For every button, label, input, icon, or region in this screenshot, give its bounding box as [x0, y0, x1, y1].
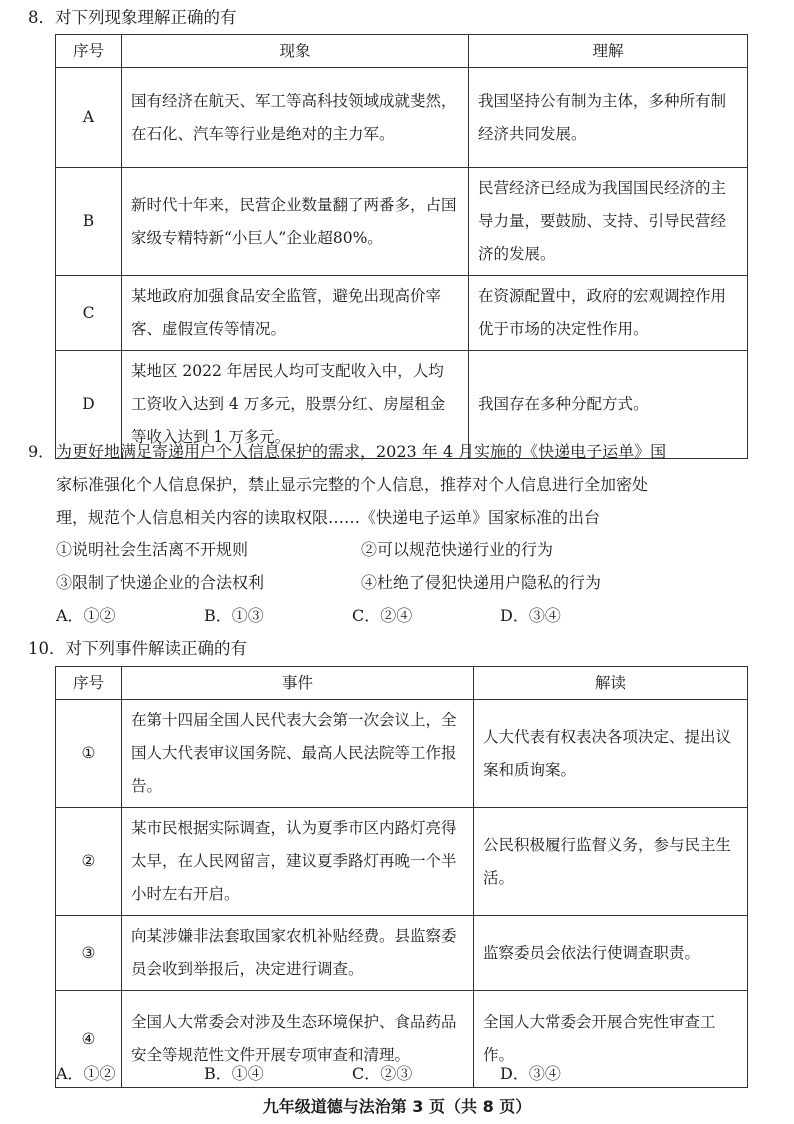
- table-row: [56, 808, 748, 916]
- statement-2: ②可以规范快递行业的行为: [361, 540, 554, 559]
- row-interpretation: 监察委员会依法行使调查职责。: [474, 916, 748, 991]
- choice-b[interactable]: B．①④: [204, 1064, 264, 1083]
- question-10-table: [55, 666, 748, 1088]
- row-key: ②: [56, 808, 122, 916]
- question-9-line-1: 为更好地满足寄递用户个人信息保护的需求，2023 年 4 月实施的《快递电子运单》国: [56, 442, 667, 461]
- table-row: [56, 168, 748, 276]
- choice-c[interactable]: C．②④: [352, 606, 413, 625]
- column-header-key: 序号: [56, 667, 122, 700]
- choice-a[interactable]: A．①②: [56, 1064, 116, 1083]
- statement-4: ④杜绝了侵犯快递用户隐私的行为: [361, 573, 602, 592]
- row-phenomenon: 国有经济在航天、军工等高科技领域成就斐然，在石化、汽车等行业是绝对的主力军。: [122, 68, 469, 168]
- row-interpretation: 人大代表有权表决各项决定、提出议案和质询案。: [474, 700, 748, 808]
- row-event: 某市民根据实际调查，认为夏季市区内路灯亮得太早，在人民网留言，建议夏季路灯再晚一个半小时左右开启。: [122, 808, 474, 916]
- choice-b[interactable]: B．①③: [204, 606, 264, 625]
- statement-3: ③限制了快递企业的合法权利: [56, 573, 265, 592]
- row-phenomenon: 某地区 2022 年居民人均可支配收入中，人均工资收入达到 4 万多元，股票分红、房屋租金等收入达到 1 万多元。: [122, 351, 469, 459]
- row-key: ①: [56, 700, 122, 808]
- row-key: B: [56, 168, 122, 276]
- row-event: 向某涉嫌非法套取国家农机补贴经费。县监察委员会收到举报后，决定进行调查。: [122, 916, 474, 991]
- statement-1: ①说明社会生活离不开规则: [56, 540, 249, 559]
- column-header-phenomenon: 现象: [122, 35, 469, 68]
- table-header-row: [56, 35, 748, 68]
- row-key: C: [56, 276, 122, 351]
- row-phenomenon: 新时代十年来，民营企业数量翻了两番多，占国家级专精特新“小巨人”企业超80%。: [122, 168, 469, 276]
- row-understanding: 我国坚持公有制为主体，多种所有制经济共同发展。: [469, 68, 748, 168]
- question-10-choices: [56, 1059, 648, 1089]
- table-header-row: [56, 667, 748, 700]
- choice-c[interactable]: C．②③: [352, 1064, 413, 1083]
- row-understanding: 在资源配置中，政府的宏观调控作用优于市场的决定性作用。: [469, 276, 748, 351]
- question-9-choices: [56, 601, 648, 631]
- row-key: A: [56, 68, 122, 168]
- table-row: [56, 916, 748, 991]
- row-key: D: [56, 351, 122, 459]
- table-row: [56, 68, 748, 168]
- column-header-interpretation: 解读: [474, 667, 748, 700]
- question-10-title: 10．对下列事件解读正确的有: [28, 639, 247, 658]
- table-row: [56, 700, 748, 808]
- column-header-key: 序号: [56, 35, 122, 68]
- column-header-event: 事件: [122, 667, 474, 700]
- row-key: ④: [56, 991, 122, 1088]
- choice-d[interactable]: D．③④: [500, 606, 561, 625]
- choice-a[interactable]: A．①②: [56, 606, 116, 625]
- row-interpretation: 全国人大常委会开展合宪性审查工作。: [474, 991, 748, 1088]
- row-understanding: 民营经济已经成为我国国民经济的主导力量，要鼓励、支持、引导民营经济的发展。: [469, 168, 748, 276]
- question-8-table: [55, 34, 748, 459]
- page-footer: 九年级道德与法治第 3 页（共 8 页）: [262, 1097, 532, 1116]
- question-9-number: 9．: [28, 442, 55, 461]
- question-9-stem: [28, 435, 772, 534]
- question-9-line-3: 理，规范个人信息相关内容的读取权限……《快递电子运单》国家标准的出台: [56, 508, 601, 527]
- question-8-title: 8．对下列现象理解正确的有: [28, 8, 237, 27]
- column-header-understanding: 理解: [469, 35, 748, 68]
- row-event: 在第十四届全国人民代表大会第一次会议上，全国人大代表审议国务院、最高人民法院等工作报告。: [122, 700, 474, 808]
- row-event: 全国人大常委会对涉及生态环境保护、食品药品安全等规范性文件开展专项审查和清理。: [122, 991, 474, 1088]
- row-key: ③: [56, 916, 122, 991]
- question-9-statements: [56, 535, 601, 598]
- row-understanding: 我国存在多种分配方式。: [469, 351, 748, 459]
- row-interpretation: 公民积极履行监督义务，参与民主生活。: [474, 808, 748, 916]
- question-9-line-2: 家标准强化个人信息保护，禁止显示完整的个人信息，推荐对个人信息进行全加密处: [56, 475, 649, 494]
- row-phenomenon: 某地政府加强食品安全监管，避免出现高价宰客、虚假宣传等情况。: [122, 276, 469, 351]
- table-row: [56, 276, 748, 351]
- choice-d[interactable]: D．③④: [500, 1064, 561, 1083]
